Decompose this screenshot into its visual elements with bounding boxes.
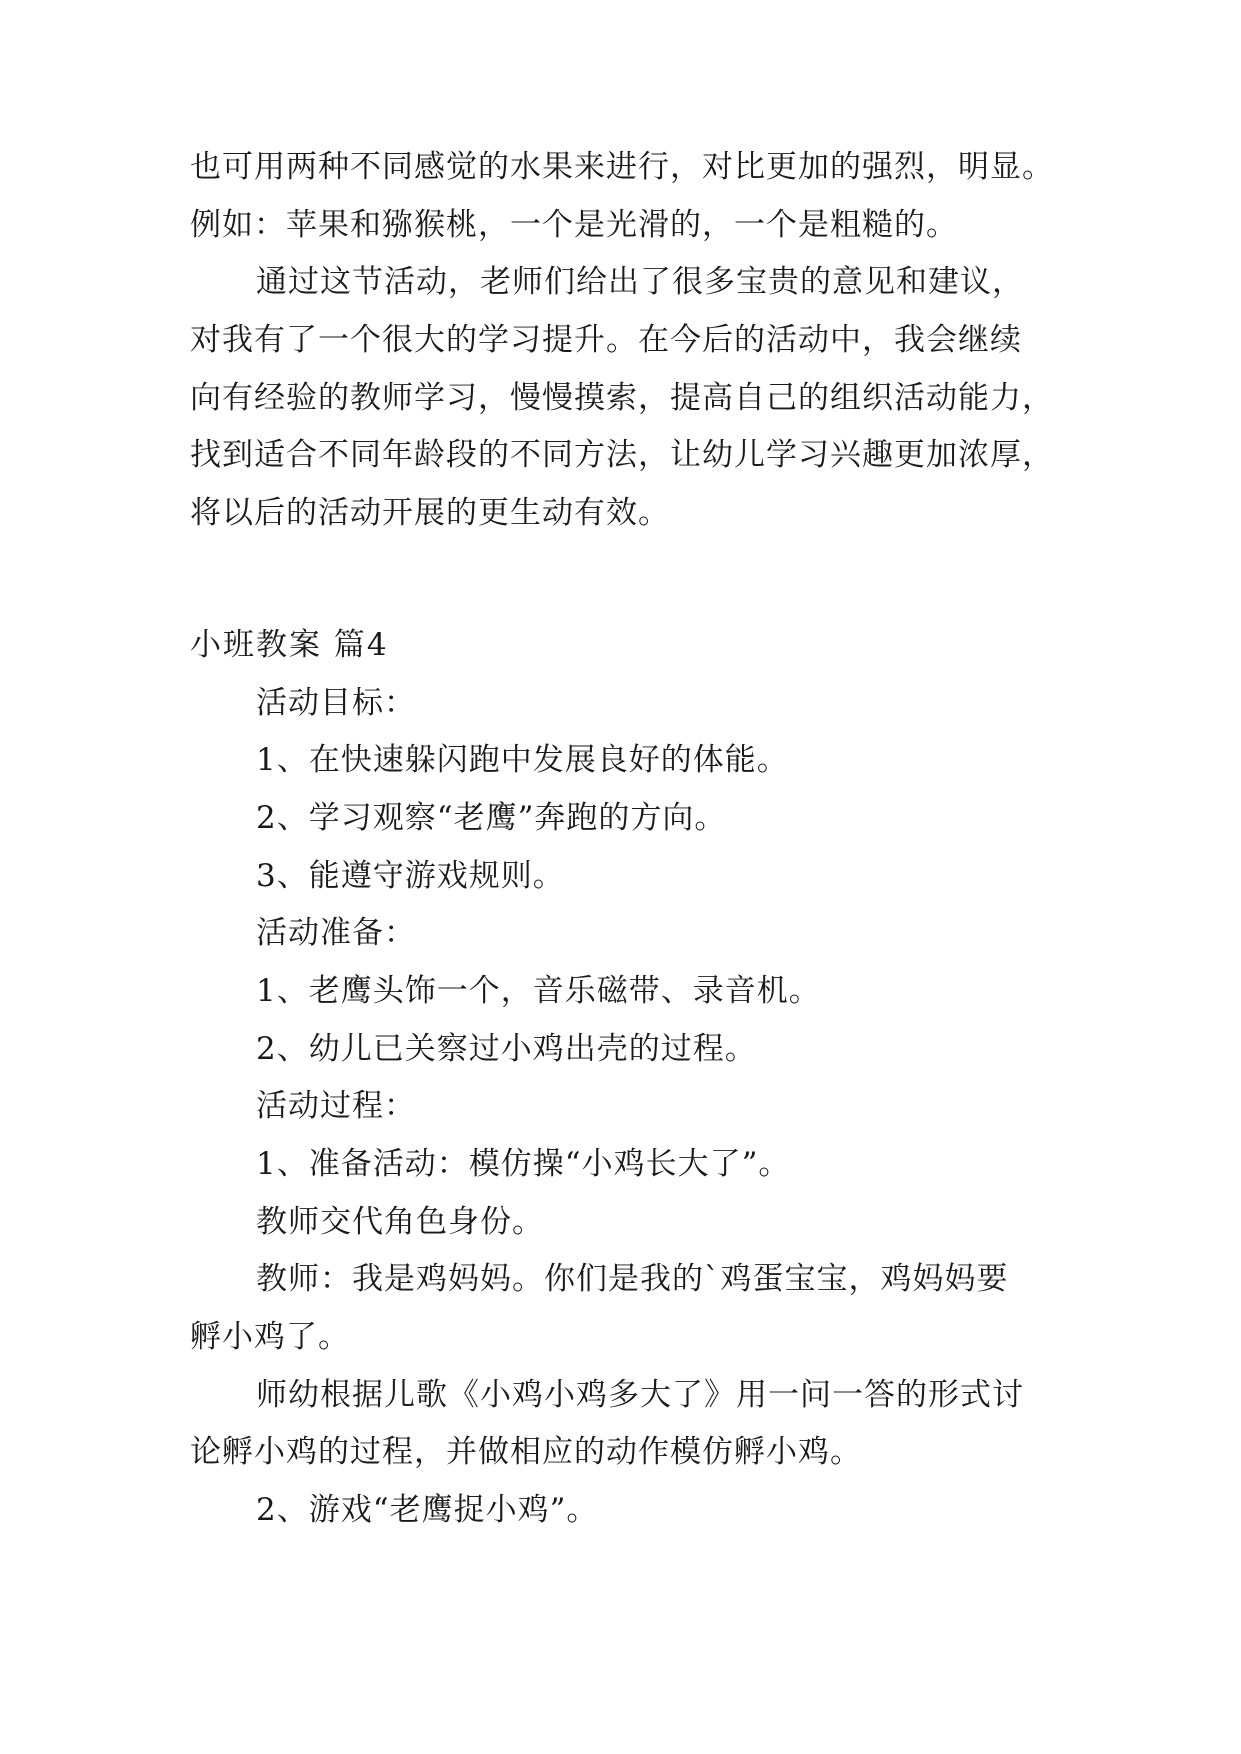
teacher-line-2: 孵小鸡了。	[190, 1319, 350, 1355]
paragraph-1-line-1: 也可用两种不同感觉的水果来进行，对比更加的强烈，明显。	[190, 149, 1054, 185]
document-page	[190, 0, 1070, 1754]
paragraph-1-line-2: 例如：苹果和猕猴桃，一个是光滑的，一个是粗糙的。	[190, 207, 958, 243]
goals-heading: 活动目标：	[256, 685, 416, 721]
step-2: 2、游戏“老鹰捉小鸡”。	[256, 1492, 599, 1528]
goal-1: 1、在快速躲闪跑中发展良好的体能。	[256, 742, 789, 778]
paragraph-2-line-5: 将以后的活动开展的更生动有效。	[190, 495, 670, 531]
goal-3: 3、能遵守游戏规则。	[256, 858, 565, 894]
goal-2: 2、学习观察“老鹰”奔跑的方向。	[256, 800, 727, 836]
prep-heading: 活动准备：	[256, 915, 416, 951]
paragraph-2-line-2: 对我有了一个很大的学习提升。在今后的活动中，我会继续	[190, 322, 1022, 358]
teacher-line-1: 教师：我是鸡妈妈。你们是我的`鸡蛋宝宝，鸡妈妈要	[256, 1261, 1009, 1297]
step-1-note: 教师交代角色身份。	[256, 1204, 544, 1240]
paragraph-2-line-3: 向有经验的教师学习，慢慢摸索，提高自己的组织活动能力，	[190, 380, 1054, 416]
step-1: 1、准备活动：模仿操“小鸡长大了”。	[256, 1146, 791, 1182]
section-title: 小班教案 篇4	[190, 627, 389, 663]
process-heading: 活动过程：	[256, 1088, 416, 1124]
paragraph-2-line-4: 找到适合不同年龄段的不同方法，让幼儿学习兴趣更加浓厚，	[190, 437, 1054, 473]
song-line-1: 师幼根据儿歌《小鸡小鸡多大了》用一问一答的形式讨	[256, 1377, 1024, 1413]
song-line-2: 论孵小鸡的过程，并做相应的动作模仿孵小鸡。	[190, 1434, 862, 1470]
prep-2: 2、幼儿已关察过小鸡出壳的过程。	[256, 1031, 757, 1067]
prep-1: 1、老鹰头饰一个，音乐磁带、录音机。	[256, 973, 821, 1009]
paragraph-2-line-1: 通过这节活动，老师们给出了很多宝贵的意见和建议，	[256, 264, 1024, 300]
